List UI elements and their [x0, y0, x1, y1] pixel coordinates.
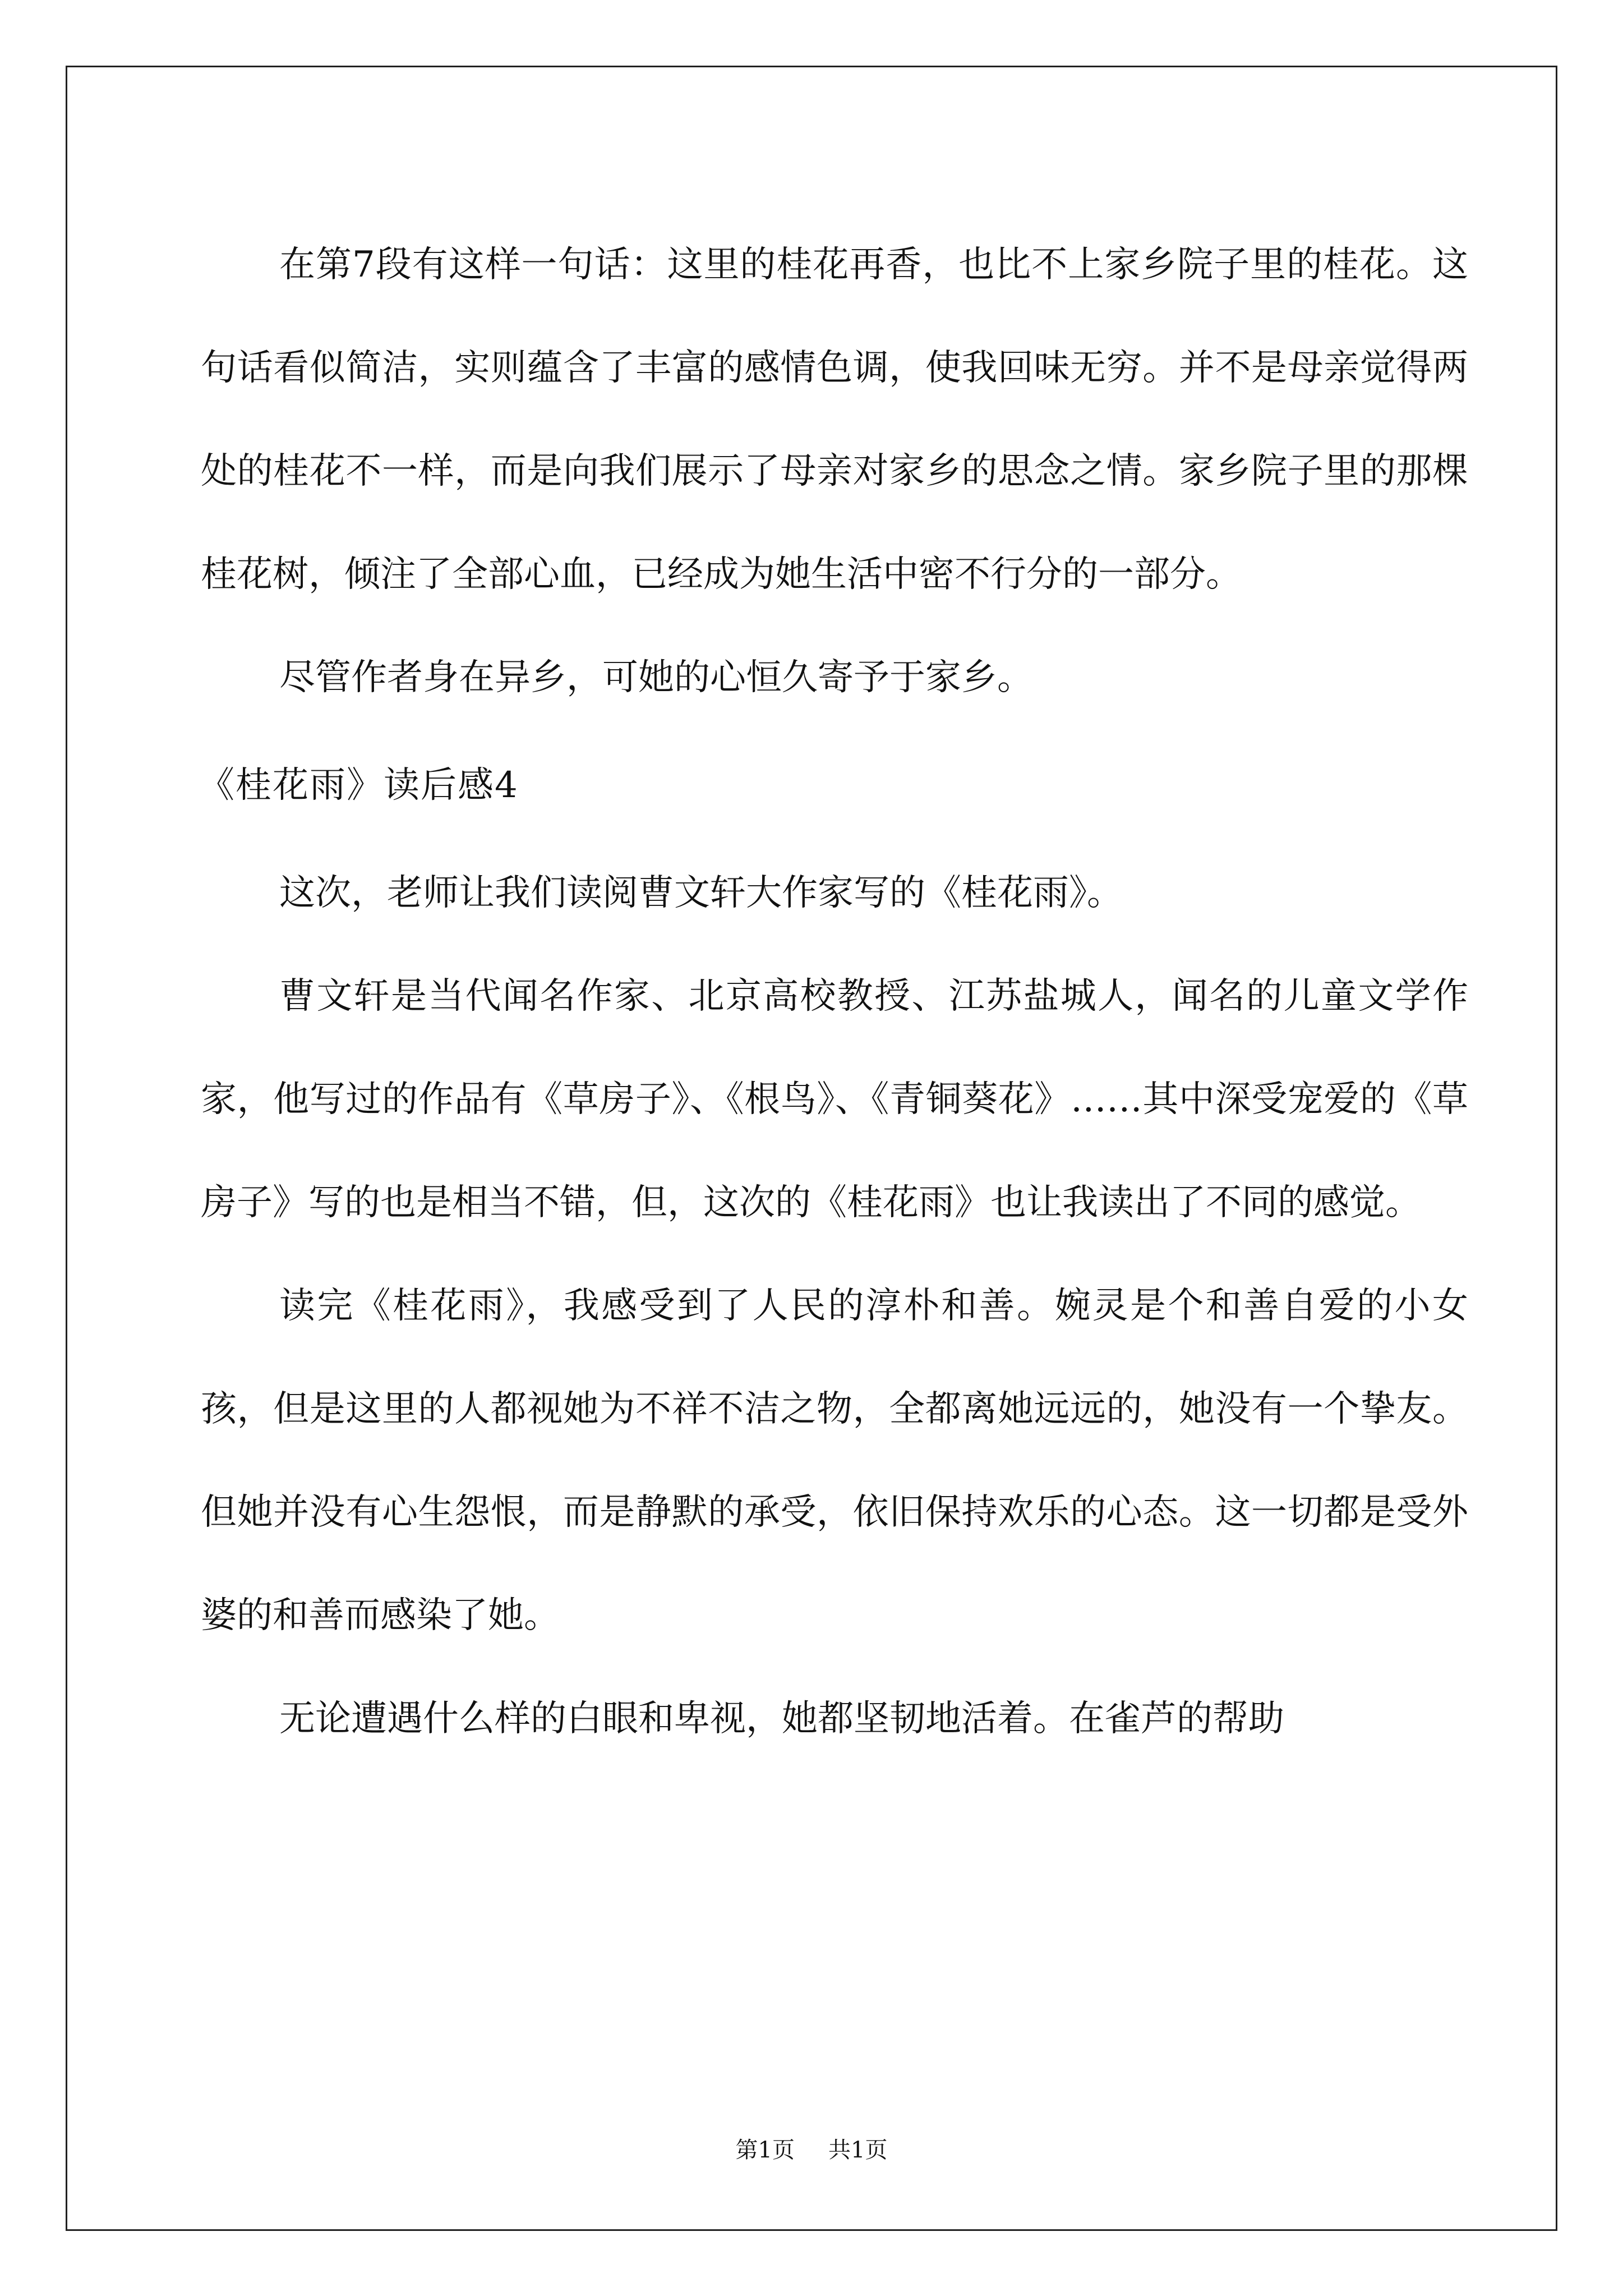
- document-body: [201, 213, 1468, 1770]
- paragraph: 曹文轩是当代闻名作家、北京高校教授、江苏盐城人，闻名的儿童文学作家，他写过的作品有《草房子》、《根鸟》、《青铜葵花》……其中深受宠爱的《草房子》写的也是相当不错，但，这次的《桂花雨》也让我读出了不同的感觉。: [201, 976, 1468, 1223]
- paragraph: 尽管作者身在异乡，可她的心恒久寄予于家乡。: [279, 657, 1033, 698]
- paragraph: 读完《桂花雨》，我感受到了人民的淳朴和善。婉灵是个和善自爱的小女孩，但是这里的人都视她为不祥不洁之物，全都离她远远的，她没有一个挚友。但她并没有心生怨恨，而是静默的承受，依旧保持欢乐的心态。这一切都是受外婆的和善而感染了她。: [201, 1285, 1468, 1636]
- page-total: 共1页: [828, 2137, 888, 2163]
- paragraph: 无论遭遇什么样的白眼和卑视，她都坚韧地活着。在雀芦的帮助: [279, 1698, 1284, 1740]
- paragraph: 这次，老师让我们读阅曹文轩大作家写的《桂花雨》。: [279, 872, 1123, 914]
- page-footer: [0, 2134, 1623, 2166]
- section-heading: 《桂花雨》读后感4: [199, 765, 519, 806]
- page-number: 第1页: [735, 2137, 795, 2163]
- paragraph: 在第7段有这样一句话：这里的桂花再香，也比不上家乡院子里的桂花。这句话看似简洁，实则蕴含了丰富的感情色调，使我回味无穷。并不是母亲觉得两处的桂花不一样，而是向我们展示了母亲对家乡的思念之情。家乡院子里的那棵桂花树，倾注了全部心血，已经成为她生活中密不行分的一部分。: [201, 244, 1468, 595]
